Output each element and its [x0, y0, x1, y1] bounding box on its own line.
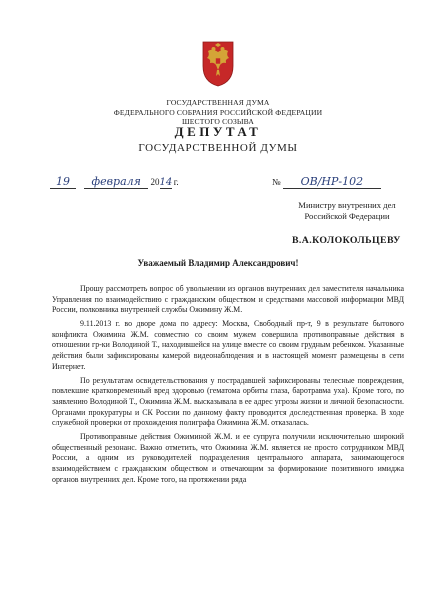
number-value: ОВ/НР-102 [300, 175, 364, 188]
deputy-title: ДЕПУТАТ [174, 124, 262, 139]
addressee-line-2: Российской Федерации [304, 211, 390, 221]
date-year-prefix: 20 [150, 177, 160, 187]
number-prefix: № [272, 177, 281, 187]
addressee-line-1: Министру внутренних дел [298, 200, 396, 210]
addressee-name: В.А.КОЛОКОЛЬЦЕВУ [292, 235, 401, 246]
date-suffix: г. [173, 177, 179, 187]
paragraph: 9.11.2013 г. во дворе дома по адресу: Москва, Свободный пр-т, 9 в результате бытового конфликта Ожимина Ж.М. совместно со своим мужем совершила противоправные действия в отношении гр-ки Володиной Т., находившейся на улице вместе со своим грудным ребенком. Указанные действия были зафиксированы камерой видеонаблюдения и в настоящей момент размещены в сети Интернет. [52, 319, 404, 371]
paragraph: Противоправные действия Ожиминой Ж.М. и ее супруга получили исключительно широкий общественный резонанс. Важно отметить, что Ожимина Ж.М. является не просто сотрудником МВД России, а одним из руководителей подразделения центрального аппарата, занимающегося взаимодействием с гражданским обществом и отвечающим за формирование позитивного имиджа органов внутренних дел. Кроме того, на протяжении ряда [52, 432, 404, 484]
date-month: февраля [91, 175, 141, 188]
header-line-2: ФЕДЕРАЛЬНОГО СОБРАНИЯ РОССИЙСКОЙ ФЕДЕРАЦИИ [113, 108, 323, 117]
header-line-3: ШЕСТОГО СОЗЫВА [181, 117, 255, 126]
letter-body [52, 284, 404, 489]
letter-number [272, 176, 381, 189]
date-year-suffix: 14 [159, 177, 173, 188]
header-line-1: ГОСУДАРСТВЕННАЯ ДУМА [166, 98, 270, 107]
russian-coat-of-arms-icon [200, 38, 236, 88]
letter-date [50, 176, 179, 189]
duma-subtitle: ГОСУДАРСТВЕННОЙ ДУМЫ [138, 142, 298, 154]
paragraph: Прошу рассмотреть вопрос об увольнении из органов внутренних дел заместителя начальника Управления по взаимодействию с гражданским обществом и средствами массовой информации МВД России, полковника внутренней службы Ожимину Ж.М. [52, 284, 404, 315]
paragraph: По результатам освидетельствования у пострадавшей зафиксированы телесные повреждения, повлекшие кратковременный вред здоровью (гематома орбиты глаза, баротравма уха). Кроме того, по заявлению Володиной Т., Ожимина Ж.М. высказывала в ее адрес угрозы жизни и личной безопасности. Органами прокуратуры и СК России по данному факту проводится доследственная проверка. В ходе служебной проверки от прохождения полиграфа Ожимина Ж.М. отказалась. [52, 375, 404, 428]
salutation: Уважаемый Владимир Александрович! [137, 258, 299, 268]
date-day: 19 [56, 175, 70, 188]
